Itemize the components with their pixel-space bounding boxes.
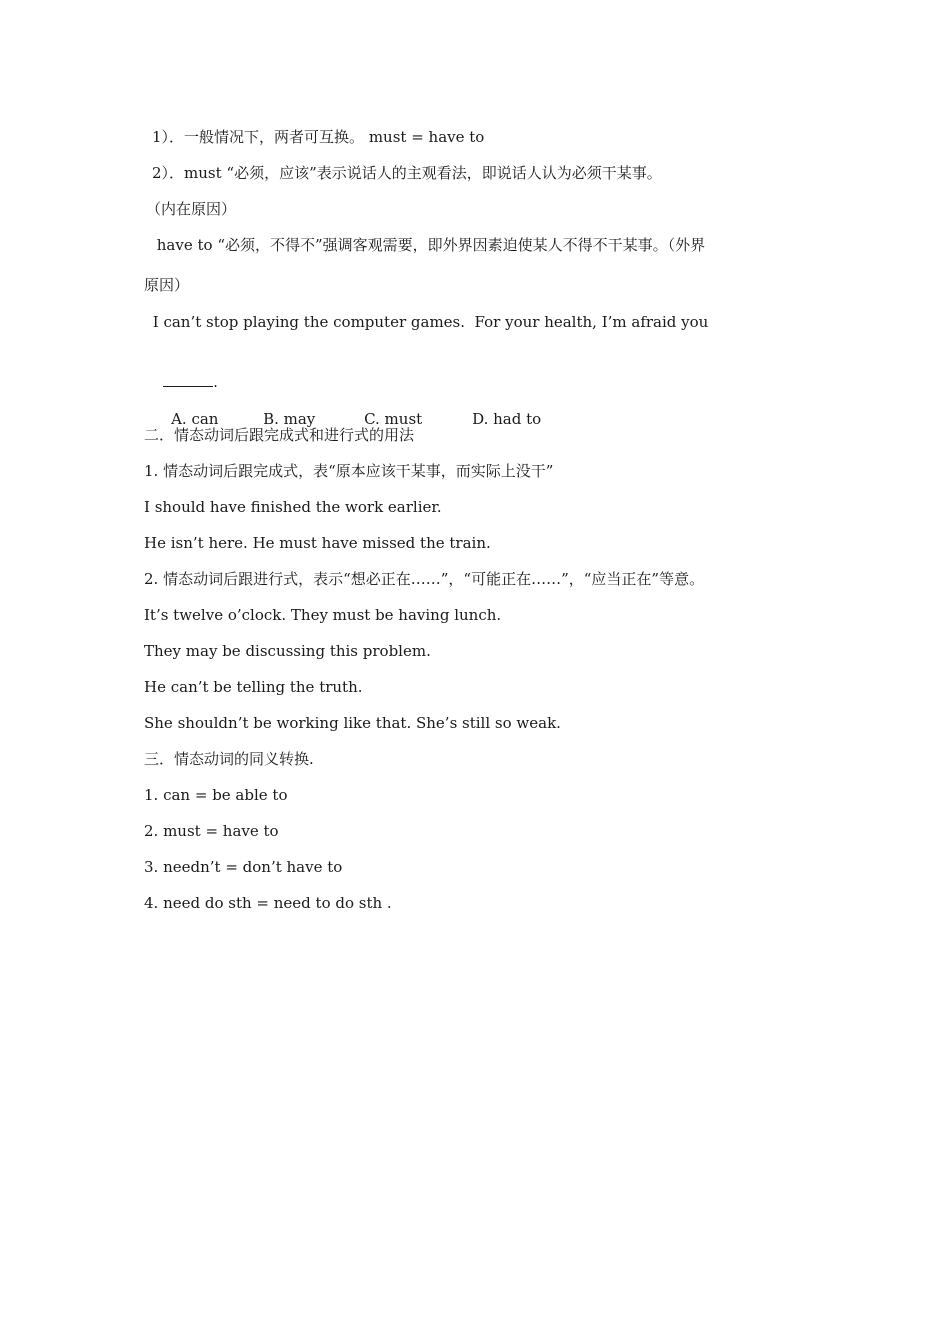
example-sentence: He isn’t here. He must have missed the train. xyxy=(144,534,491,552)
option-a: A. can xyxy=(171,410,219,428)
text-line: 2）．must “必须，应该”表示说话人的主观看法，即说话人认为必须干某事。 xyxy=(152,164,662,182)
option-d: D. had to xyxy=(472,410,542,428)
list-item: 1. can = be able to xyxy=(144,786,288,804)
option-b: B. may xyxy=(263,410,316,428)
list-item: 2. must = have to xyxy=(144,822,279,840)
list-item: 3. needn’t = don’t have to xyxy=(144,858,343,876)
period: . xyxy=(213,373,218,391)
option-c: C. must xyxy=(364,410,423,428)
section-heading: 二．情态动词后跟完成式和进行式的用法 xyxy=(144,426,415,444)
text-line: 1）．一般情况下，两者可互换。 must = have to xyxy=(152,128,485,146)
example-sentence: They may be discussing this problem. xyxy=(144,642,431,660)
example-sentence: I should have finished the work earlier. xyxy=(144,498,442,516)
list-item: 1. 情态动词后跟完成式，表“原本应该干某事，而实际上没干” xyxy=(144,462,554,480)
list-item: 2. 情态动词后跟进行式，表示“想必正在……”，“可能正在……”，“应当正在”等意。 xyxy=(144,570,705,588)
example-sentence: It’s twelve o’clock. They must be having lunch. xyxy=(144,606,502,624)
section-heading: 三．情态动词的同义转换. xyxy=(144,750,314,768)
text-line: （内在原因） xyxy=(146,200,237,218)
answer-blank xyxy=(163,374,213,387)
list-item: 4. need do sth = need to do sth . xyxy=(144,894,392,912)
question-line: I can’t stop playing the computer games. For your health, I’m afraid you xyxy=(148,313,709,331)
text-line: 原因） xyxy=(144,276,190,294)
example-sentence: She shouldn’t be working like that. She’s still so weak. xyxy=(144,714,561,732)
example-sentence: He can’t be telling the truth. xyxy=(144,678,363,696)
text-line: have to “必须，不得不”强调客观需要，即外界因素迫使某人不得不干某事。（外界 xyxy=(152,236,706,254)
